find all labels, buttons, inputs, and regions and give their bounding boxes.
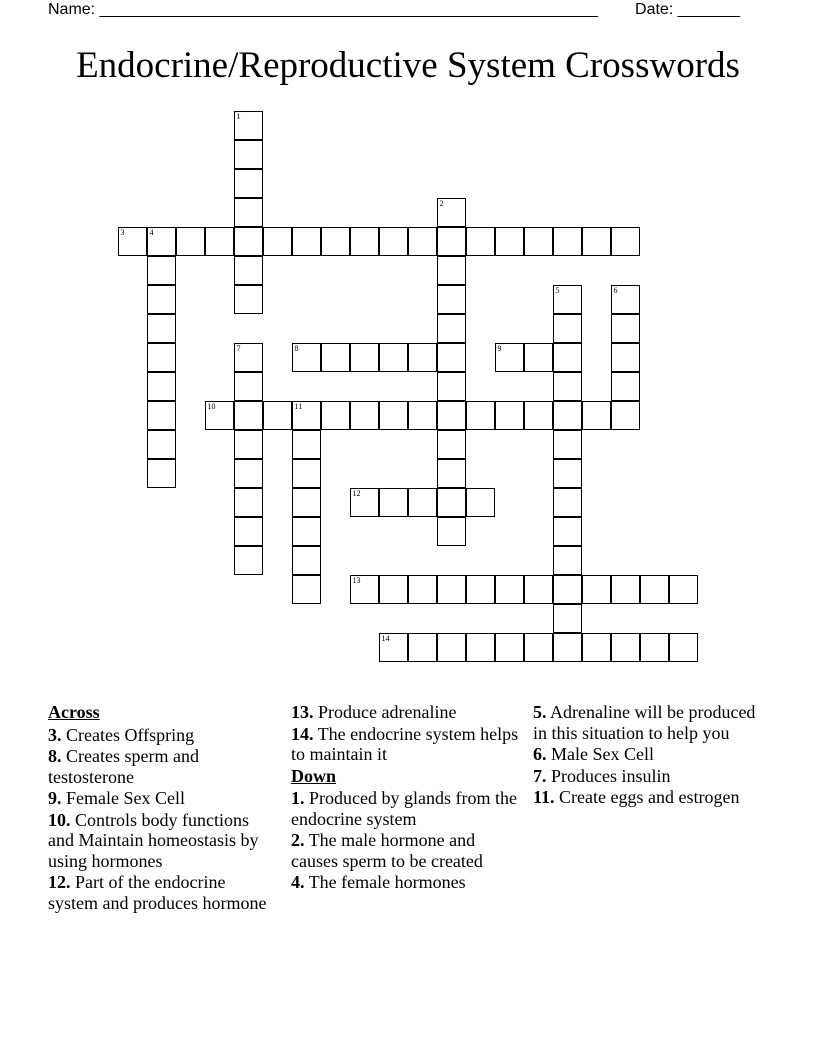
clue-item-number: 11.	[533, 787, 555, 807]
grid-cell[interactable]	[321, 401, 350, 430]
grid-cell[interactable]	[292, 401, 321, 430]
clue-item-number: 3.	[48, 724, 62, 745]
grid-cell[interactable]	[292, 227, 321, 256]
grid-cell[interactable]	[437, 256, 466, 285]
grid-cell[interactable]	[292, 343, 321, 372]
grid-cell[interactable]	[437, 372, 466, 401]
grid-cell[interactable]	[379, 343, 408, 372]
grid-cell[interactable]	[350, 227, 379, 256]
clue-number: 4	[149, 227, 154, 237]
grid-cell[interactable]	[466, 633, 495, 662]
grid-cell[interactable]	[147, 372, 176, 401]
grid-cell[interactable]	[350, 575, 379, 604]
grid-cell[interactable]	[437, 198, 466, 227]
grid-cell[interactable]	[234, 227, 263, 256]
clue-item	[48, 872, 273, 913]
grid-cell[interactable]	[408, 575, 437, 604]
clue-item-text: Adrenaline will be produced in this situation to help you	[533, 702, 756, 743]
clue-item-number: 13.	[291, 702, 314, 722]
clue-number: 8	[294, 343, 299, 353]
grid-cell[interactable]	[437, 285, 466, 314]
grid-cell[interactable]	[437, 517, 466, 546]
clue-item	[48, 810, 273, 872]
clue-item	[48, 725, 273, 746]
grid-cell[interactable]	[611, 285, 640, 314]
clues-column-3	[533, 702, 761, 809]
clue-item-text: Create eggs and estrogen	[554, 787, 740, 807]
grid-cell[interactable]	[292, 430, 321, 459]
clue-item-text: Produces insulin	[546, 765, 671, 786]
grid-cell[interactable]	[437, 430, 466, 459]
clue-item-text: Female Sex Cell	[61, 788, 185, 808]
grid-cell[interactable]	[437, 401, 466, 430]
grid-cell[interactable]	[553, 285, 582, 314]
clue-number: 13	[352, 575, 361, 585]
clue-item-text: Produced by glands from the endocrine system	[291, 788, 517, 829]
grid-cell[interactable]	[292, 459, 321, 488]
grid-cell[interactable]	[640, 633, 669, 662]
grid-cell[interactable]	[524, 227, 553, 256]
date-field[interactable]: Date: _______	[635, 1, 740, 18]
clue-item-number: 10.	[48, 809, 71, 830]
grid-cell[interactable]	[553, 517, 582, 546]
clue-item-number: 2.	[291, 830, 305, 850]
grid-cell[interactable]	[669, 633, 698, 662]
clue-item-number: 6.	[533, 744, 547, 764]
grid-cell[interactable]	[292, 546, 321, 575]
grid-cell[interactable]	[234, 111, 263, 140]
clue-number: 3	[120, 227, 125, 237]
clue-item	[533, 702, 761, 743]
clue-item	[291, 788, 519, 829]
grid-cell[interactable]	[408, 227, 437, 256]
grid-cell[interactable]	[408, 343, 437, 372]
clue-item	[291, 872, 519, 893]
grid-cell[interactable]	[466, 227, 495, 256]
grid-cell[interactable]	[234, 285, 263, 314]
grid-cell[interactable]	[582, 227, 611, 256]
clue-item-number: 7.	[533, 765, 547, 786]
grid-cell[interactable]	[234, 430, 263, 459]
clues-heading: Across	[48, 702, 100, 722]
grid-cell[interactable]	[321, 227, 350, 256]
name-field[interactable]: Name: ________________________________________________________	[48, 1, 598, 18]
clue-number: 10	[207, 401, 216, 411]
grid-cell[interactable]	[147, 459, 176, 488]
grid-cell[interactable]	[350, 343, 379, 372]
clue-number: 9	[497, 343, 502, 353]
grid-cell[interactable]	[611, 575, 640, 604]
grid-cell[interactable]	[611, 401, 640, 430]
grid-cell[interactable]	[553, 372, 582, 401]
grid-cell[interactable]	[611, 227, 640, 256]
grid-cell[interactable]	[437, 343, 466, 372]
grid-cell[interactable]	[176, 227, 205, 256]
grid-cell[interactable]	[292, 517, 321, 546]
grid-cell[interactable]	[234, 401, 263, 430]
clue-item	[48, 788, 273, 809]
grid-cell[interactable]	[524, 575, 553, 604]
grid-cell[interactable]	[234, 546, 263, 575]
grid-cell[interactable]	[292, 488, 321, 517]
grid-cell[interactable]	[263, 401, 292, 430]
clue-item-text: Male Sex Cell	[546, 744, 654, 764]
grid-cell[interactable]	[437, 314, 466, 343]
grid-cell[interactable]	[379, 227, 408, 256]
clue-number: 2	[439, 198, 444, 208]
grid-cell[interactable]	[234, 459, 263, 488]
grid-cell[interactable]	[118, 227, 147, 256]
grid-cell[interactable]	[408, 401, 437, 430]
clue-number: 11	[294, 401, 303, 411]
grid-cell[interactable]	[524, 343, 553, 372]
grid-cell[interactable]	[553, 546, 582, 575]
grid-cell[interactable]	[582, 575, 611, 604]
clue-number: 7	[236, 343, 241, 353]
clue-item-number: 1.	[291, 788, 305, 808]
grid-cell[interactable]	[408, 633, 437, 662]
grid-cell[interactable]	[234, 517, 263, 546]
clue-item-number: 9.	[48, 788, 62, 808]
grid-cell[interactable]	[147, 430, 176, 459]
clue-number: 12	[352, 488, 361, 498]
grid-cell[interactable]	[350, 401, 379, 430]
clue-item-number: 8.	[48, 746, 62, 766]
grid-cell[interactable]	[234, 169, 263, 198]
grid-cell[interactable]	[437, 633, 466, 662]
grid-cell[interactable]	[669, 575, 698, 604]
grid-cell[interactable]	[437, 488, 466, 517]
clue-item	[291, 724, 519, 765]
clue-item	[533, 787, 761, 808]
clue-item	[533, 766, 761, 787]
grid-cell[interactable]	[234, 372, 263, 401]
grid-cell[interactable]	[611, 372, 640, 401]
grid-cell[interactable]	[553, 575, 582, 604]
grid-cell[interactable]	[408, 488, 437, 517]
clue-number: 6	[613, 285, 618, 295]
clues-column-2	[291, 702, 519, 894]
clue-number: 1	[236, 111, 241, 121]
grid-cell[interactable]	[495, 343, 524, 372]
clue-number: 14	[381, 633, 390, 643]
clue-item-text: Part of the endocrine system and produces hormone	[48, 872, 267, 913]
grid-cell[interactable]	[495, 633, 524, 662]
grid-cell[interactable]	[292, 575, 321, 604]
grid-cell[interactable]	[611, 633, 640, 662]
grid-cell[interactable]	[234, 343, 263, 372]
clue-item	[291, 830, 519, 871]
grid-cell[interactable]	[147, 227, 176, 256]
grid-cell[interactable]	[234, 140, 263, 169]
grid-cell[interactable]	[553, 604, 582, 633]
grid-cell[interactable]	[524, 401, 553, 430]
grid-cell[interactable]	[321, 343, 350, 372]
grid-cell[interactable]	[147, 401, 176, 430]
grid-cell[interactable]	[205, 227, 234, 256]
clue-item	[48, 746, 273, 787]
clue-item-text: The female hormones	[304, 872, 466, 892]
grid-cell[interactable]	[640, 575, 669, 604]
grid-cell[interactable]	[611, 343, 640, 372]
grid-cell[interactable]	[205, 401, 234, 430]
grid-cell[interactable]	[234, 198, 263, 227]
clue-item-number: 5.	[533, 702, 547, 722]
grid-cell[interactable]	[524, 633, 553, 662]
clue-item-number: 12.	[48, 872, 71, 892]
clues-heading: Down	[291, 765, 337, 786]
page-title: Endocrine/Reproductive System Crosswords	[76, 45, 740, 86]
grid-cell[interactable]	[437, 575, 466, 604]
grid-cell[interactable]	[495, 401, 524, 430]
grid-cell[interactable]	[379, 488, 408, 517]
clue-item-text: Creates sperm and testosterone	[48, 746, 199, 787]
grid-cell[interactable]	[495, 575, 524, 604]
grid-cell[interactable]	[379, 401, 408, 430]
grid-cell[interactable]	[437, 459, 466, 488]
grid-cell[interactable]	[147, 314, 176, 343]
grid-cell[interactable]	[553, 488, 582, 517]
grid-cell[interactable]	[611, 314, 640, 343]
clue-number: 5	[555, 285, 560, 295]
grid-cell[interactable]	[437, 227, 466, 256]
grid-cell[interactable]	[263, 227, 292, 256]
grid-cell[interactable]	[147, 285, 176, 314]
grid-cell[interactable]	[553, 459, 582, 488]
grid-cell[interactable]	[466, 488, 495, 517]
clues-column-1	[48, 702, 273, 914]
grid-cell[interactable]	[553, 430, 582, 459]
grid-cell[interactable]	[553, 633, 582, 662]
clue-item-text: The male hormone and causes sperm to be created	[291, 830, 483, 871]
grid-cell[interactable]	[553, 401, 582, 430]
grid-cell[interactable]	[234, 488, 263, 517]
clue-item-number: 4.	[291, 872, 305, 892]
grid-cell[interactable]	[379, 575, 408, 604]
grid-cell[interactable]	[147, 343, 176, 372]
clue-item-text: Controls body functions and Maintain homeostasis by using hormones	[48, 809, 259, 871]
grid-cell[interactable]	[379, 633, 408, 662]
grid-cell[interactable]	[553, 227, 582, 256]
grid-cell[interactable]	[553, 314, 582, 343]
grid-cell[interactable]	[582, 401, 611, 430]
grid-cell[interactable]	[234, 256, 263, 285]
clue-item-number: 14.	[291, 723, 314, 744]
clue-item	[533, 744, 761, 765]
clue-item-text: Creates Offspring	[61, 724, 195, 745]
grid-cell[interactable]	[466, 401, 495, 430]
grid-cell[interactable]	[466, 575, 495, 604]
grid-cell[interactable]	[147, 256, 176, 285]
clue-item-text: Produce adrenaline	[313, 702, 457, 722]
grid-cell[interactable]	[350, 488, 379, 517]
grid-cell[interactable]	[495, 227, 524, 256]
grid-cell[interactable]	[553, 343, 582, 372]
clue-item-text: The endocrine system helps to maintain it	[291, 723, 519, 764]
clue-item	[291, 702, 519, 723]
grid-cell[interactable]	[582, 633, 611, 662]
